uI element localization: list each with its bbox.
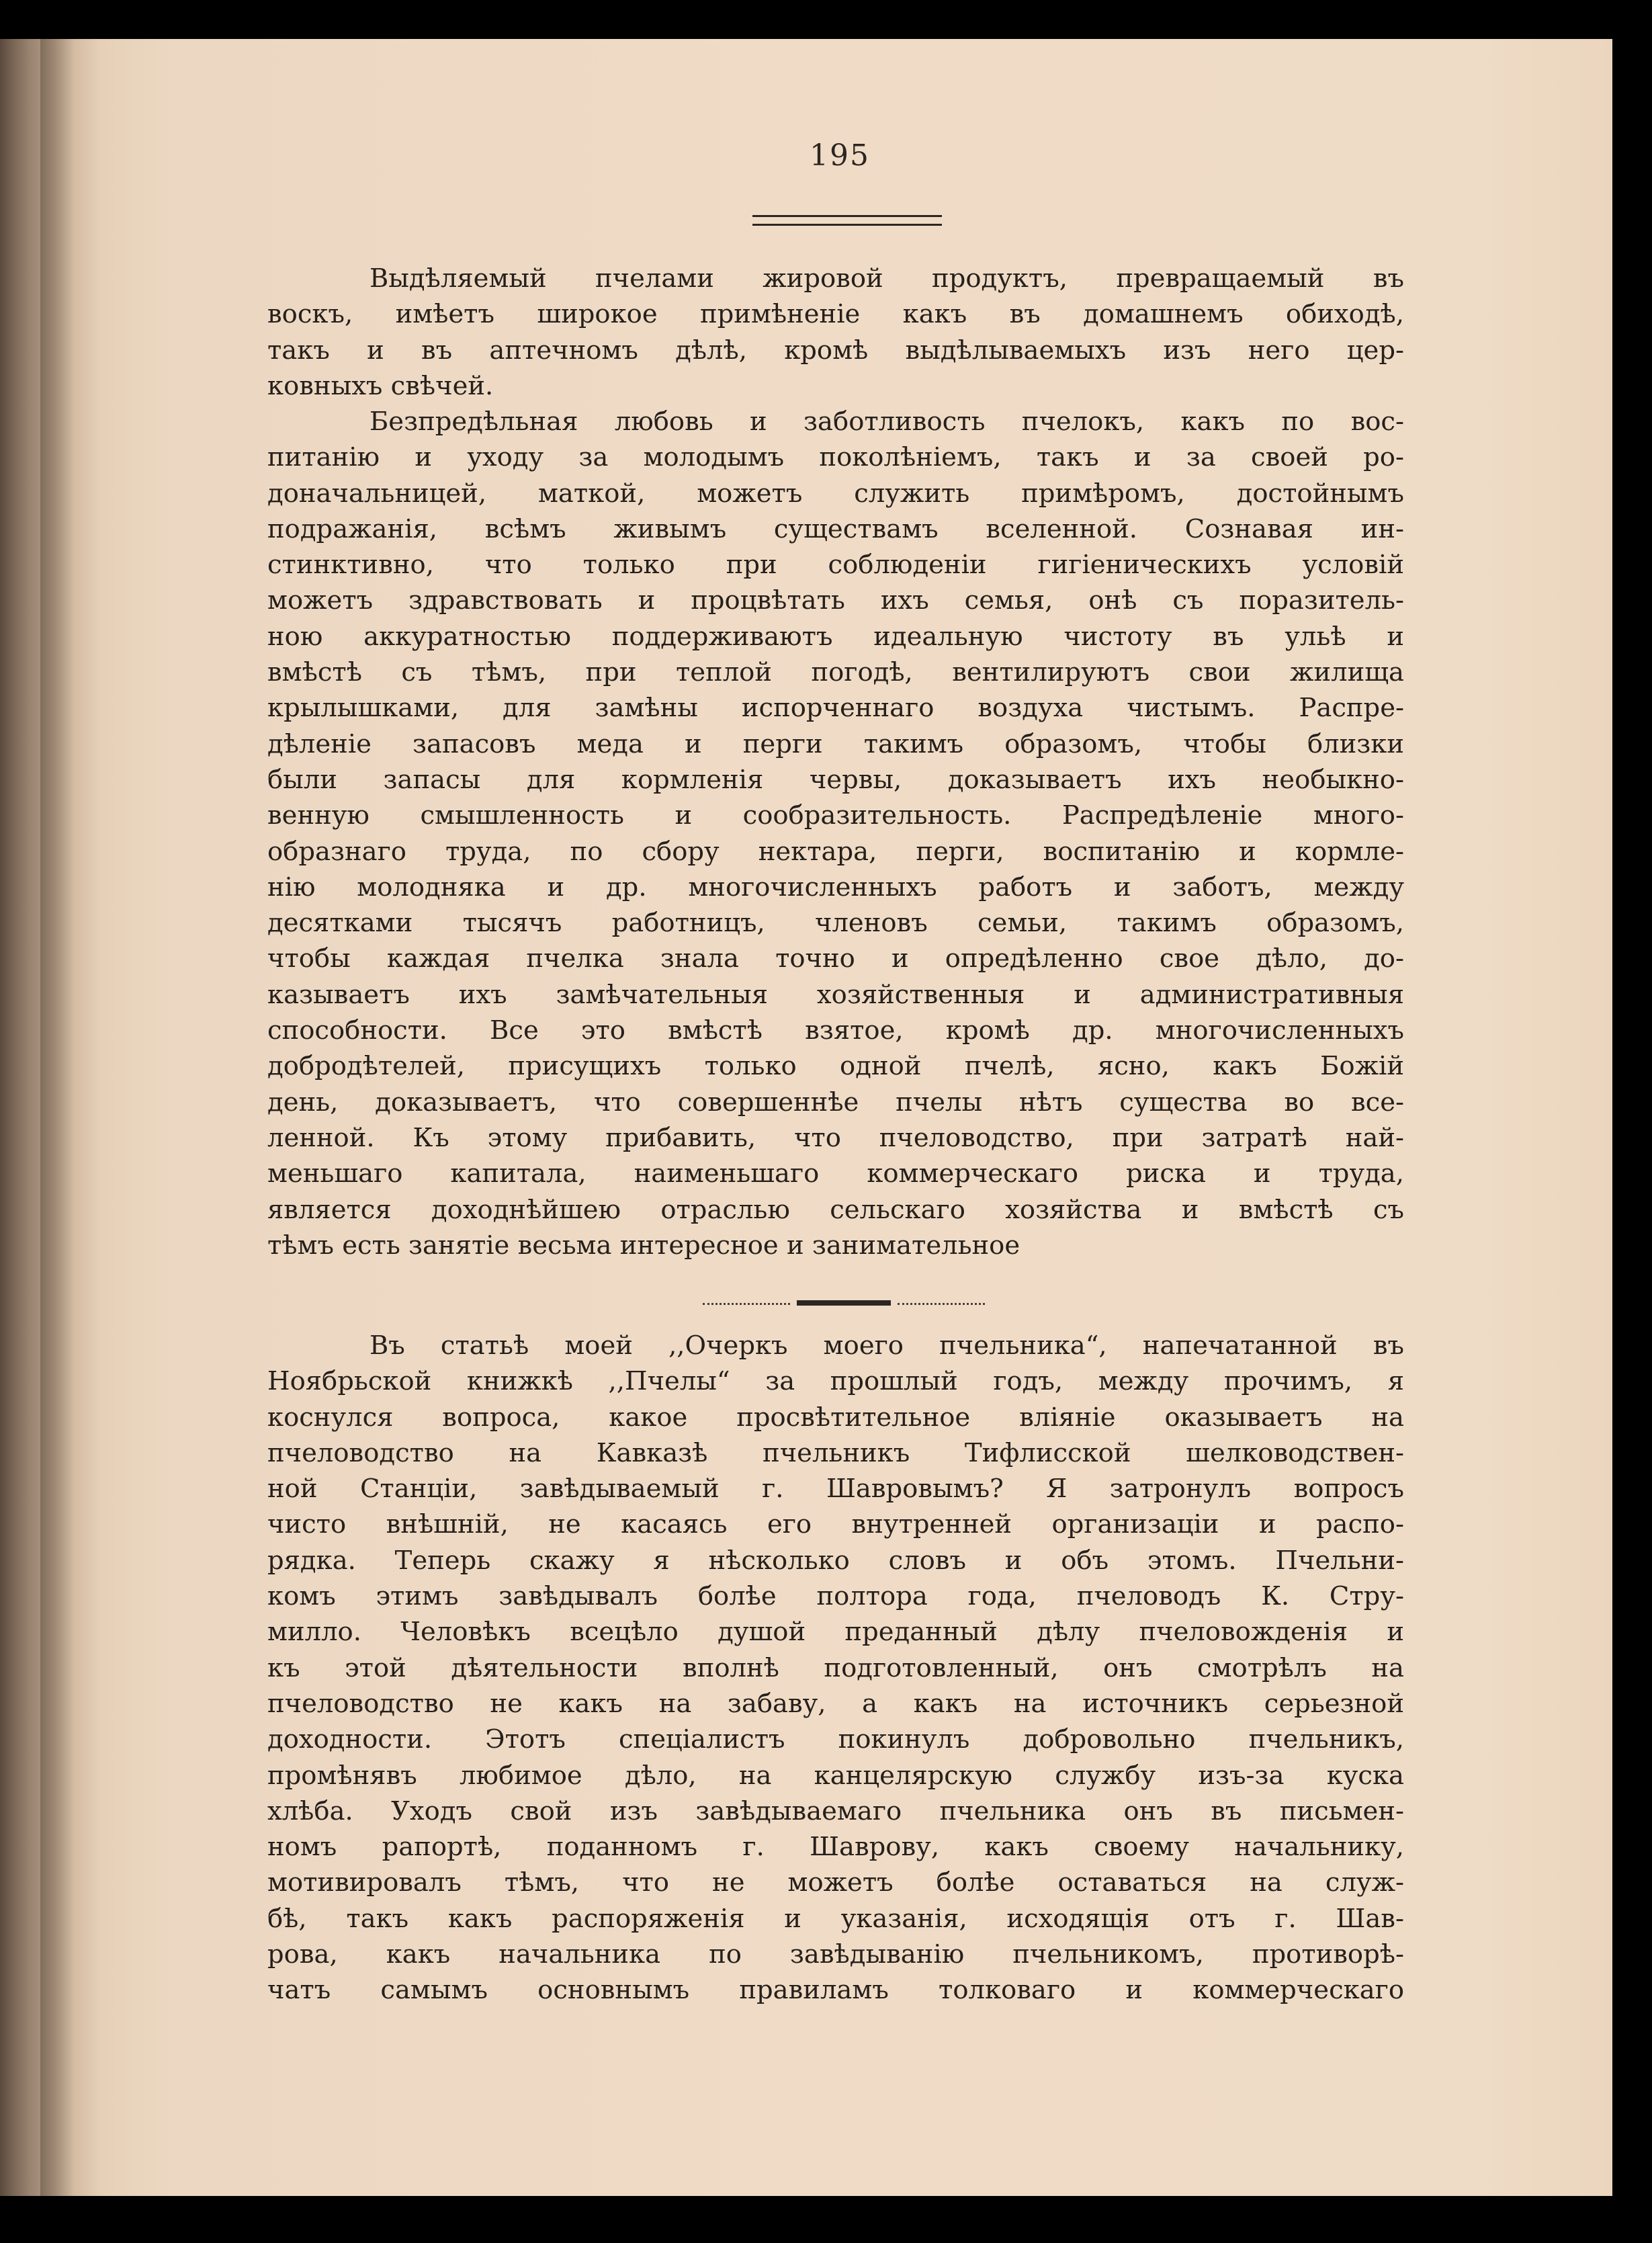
text-line: доходности. Этотъ спеціалистъ покинулъ добровольно пчельникъ,	[267, 1724, 1404, 1755]
text-line: ковныхъ свѣчей.	[267, 370, 494, 401]
text-line: стинктивно, что только при соблюденіи гигіеническихъ условій	[267, 550, 1404, 581]
text-line: вмѣстѣ съ тѣмъ, при теплой погодѣ, вентилируютъ свои жилища	[267, 657, 1404, 688]
paragraph-wax	[267, 261, 1404, 404]
text-line: питанію и уходу за молодымъ поколѣніемъ, такъ и за своей ро-	[267, 442, 1404, 473]
text-line: ленной. Къ этому прибавить, что пчеловодство, при затратѣ най-	[267, 1122, 1404, 1153]
text-line: чатъ самымъ основнымъ правиламъ толковаго и коммерческаго	[267, 1975, 1404, 2006]
text-line: были запасы для кормленія червы, доказываетъ ихъ необыкно-	[267, 764, 1404, 795]
text-line: крылышками, для замѣны испорченнаго воздуха чистымъ. Распре-	[267, 693, 1404, 724]
text-line: подражанія, всѣмъ живымъ существамъ вселенной. Сознавая ин-	[267, 513, 1404, 544]
text-line: промѣнявъ любимое дѣло, на канцелярскую службу изъ-за куска	[267, 1760, 1404, 1791]
text-line: пчеловодство на Кавказѣ пчельникъ Тифлисской шелководствен-	[267, 1437, 1404, 1468]
text-line: рова, какъ начальника по завѣдыванію пчельникомъ, противорѣ-	[267, 1939, 1404, 1970]
text-line: хлѣба. Уходъ свой изъ завѣдываемаго пчельника онъ въ письмен-	[267, 1795, 1404, 1826]
scan-border-right	[1612, 0, 1652, 2243]
text-line: номъ рапортѣ, поданномъ г. Шаврову, какъ своему начальнику,	[267, 1832, 1404, 1863]
text-line: ной Станціи, завѣдываемый г. Шавровымъ? Я затронулъ вопросъ	[267, 1474, 1404, 1505]
text-line: доначальницей, маткой, можетъ служить примѣромъ, достойнымъ	[267, 478, 1404, 509]
separator-dots-left	[703, 1303, 790, 1305]
text-line: ною аккуратностью поддерживаютъ идеальную чистоту въ ульѣ и	[267, 621, 1404, 652]
text-line: мотивировалъ тѣмъ, что не можетъ болѣе оставаться на служ-	[267, 1867, 1404, 1898]
separator-bar	[797, 1300, 891, 1306]
text-line: Безпредѣльная любовь и заботливость пчелокъ, какъ по вос-	[369, 407, 1404, 437]
paper-page	[0, 39, 1612, 2196]
text-line: десятками тысячъ работницъ, членовъ семьи, такимъ образомъ,	[267, 908, 1404, 939]
text-line: воскъ, имѣетъ широкое примѣненіе какъ въ домашнемъ обиходѣ,	[267, 299, 1404, 330]
text-line: день, доказываетъ, что совершеннѣе пчелы нѣтъ существа во все-	[267, 1087, 1404, 1117]
text-line: тѣмъ есть занятіе весьма интересное и занимательное	[267, 1230, 1020, 1261]
text-line: комъ этимъ завѣдывалъ болѣе полтора года, пчеловодъ К. Стру-	[267, 1581, 1404, 1612]
text-line: чтобы каждая пчелка знала точно и опредѣленно свое дѣло, до-	[267, 943, 1404, 974]
text-line: чисто внѣшній, не касаясь его внутренней организаціи и распо-	[267, 1509, 1404, 1540]
text-line: меньшаго капитала, наименьшаго коммерческаго риска и труда,	[267, 1158, 1404, 1189]
text-line: милло. Человѣкъ всецѣло душой преданный дѣлу пчеловожденія и	[267, 1617, 1404, 1648]
text-line: такъ и въ аптечномъ дѣлѣ, кромѣ выдѣлываемыхъ изъ него цер-	[267, 335, 1404, 366]
page-number: 195	[810, 138, 870, 173]
text-line: казываетъ ихъ замѣчательныя хозяйственныя и административныя	[267, 979, 1404, 1010]
text-line: нію молодняка и др. многочисленныхъ работъ и заботъ, между	[267, 872, 1404, 902]
separator-dots-right	[898, 1303, 985, 1305]
text-line: венную смышленность и сообразительность. Распредѣленіе много-	[267, 800, 1404, 831]
text-line: Выдѣляемый пчелами жировой продуктъ, превращаемый въ	[369, 263, 1404, 294]
paragraph-bee-virtues	[267, 404, 1404, 1263]
text-line: можетъ здравствовать и процвѣтать ихъ семья, онѣ съ поразитель-	[267, 585, 1404, 616]
paragraph-tiflis-apiary	[267, 1328, 1404, 2008]
text-line: рядка. Теперь скажу я нѣсколько словъ и объ этомъ. Пчельни-	[267, 1545, 1404, 1576]
text-line: Въ статьѣ моей ,,Очеркъ моего пчельника“, напечатанной въ	[369, 1330, 1404, 1361]
text-line: бѣ, такъ какъ распоряженія и указанія, исходящія отъ г. Шав-	[267, 1903, 1404, 1934]
text-line: образнаго труда, по сбору нектара, перги, воспитанію и кормле-	[267, 836, 1404, 867]
text-line: дѣленіе запасовъ меда и перги такимъ образомъ, чтобы близки	[267, 728, 1404, 759]
text-line: Ноябрьской книжкѣ ,,Пчелы“ за прошлый годъ, между прочимъ, я	[267, 1366, 1404, 1397]
section-separator	[703, 1300, 985, 1306]
page-number-double-rule	[752, 215, 942, 226]
text-line: добродѣтелей, присущихъ только одной пчелѣ, ясно, какъ Божій	[267, 1051, 1404, 1082]
text-line: пчеловодство не какъ на забаву, а какъ на источникъ серьезной	[267, 1688, 1404, 1719]
text-line: способности. Все это вмѣстѣ взятое, кромѣ др. многочисленныхъ	[267, 1015, 1404, 1046]
text-line: къ этой дѣятельности вполнѣ подготовленный, онъ смотрѣлъ на	[267, 1652, 1404, 1683]
text-line: коснулся вопроса, какое просвѣтительное вліяніе оказываетъ на	[267, 1402, 1404, 1433]
text-line: является доходнѣйшею отраслью сельскаго хозяйства и вмѣстѣ съ	[267, 1194, 1404, 1225]
